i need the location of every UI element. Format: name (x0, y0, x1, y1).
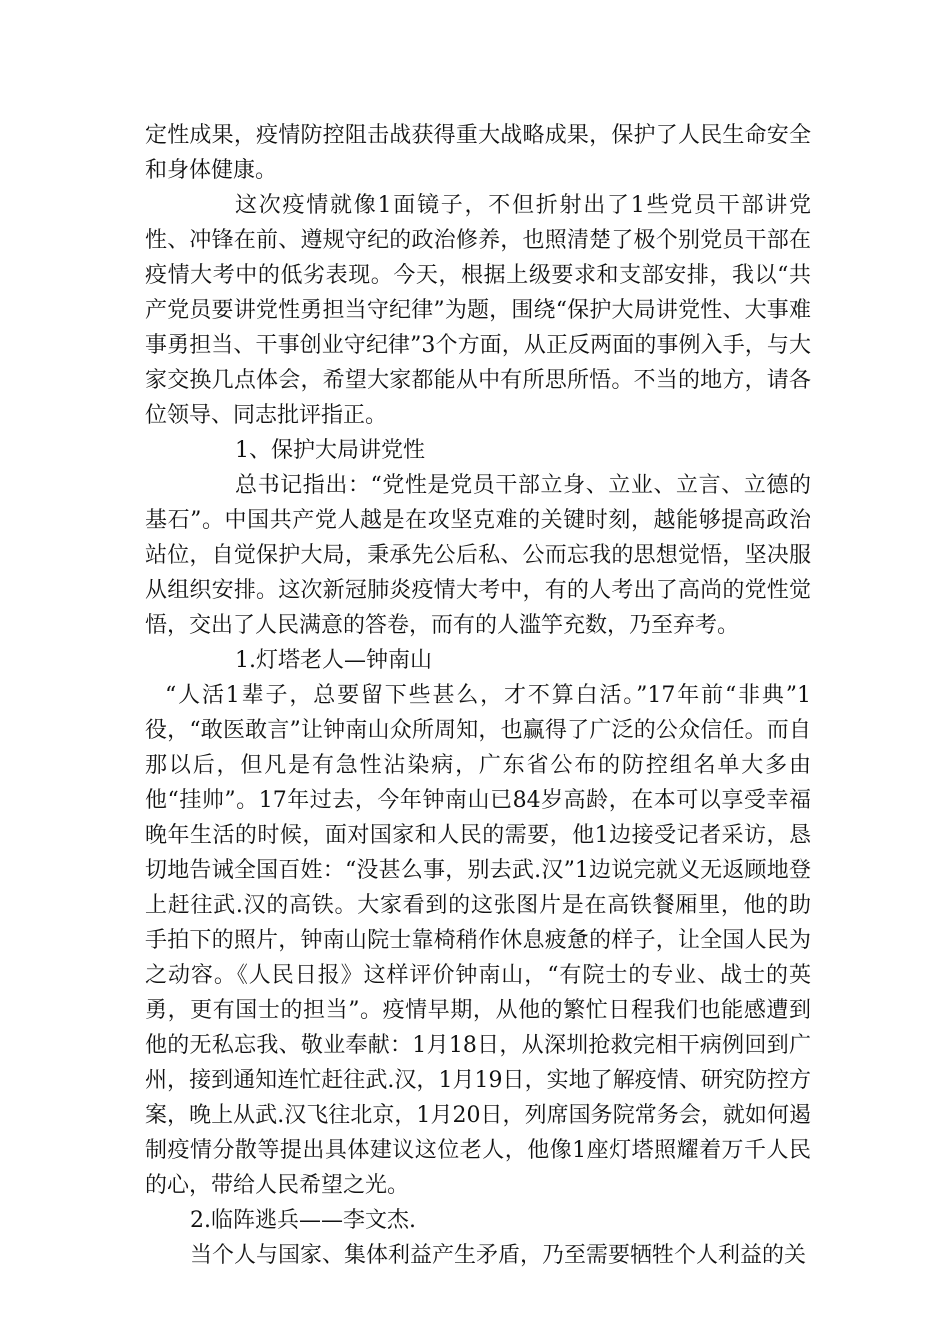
paragraph-final: 当个人与国家、集体利益产生矛盾，乃至需要牺牲个人利益的关 (190, 1243, 807, 1268)
paragraph-section-1: 总书记指出：“党性是党员干部立身、立业、立言、立德的基石”。中国共产党人越是在攻坚克难的关键时刻，越能够提高政治站位，自觉保护大局，秉承先公后私、公而忘我的思想觉悟，坚决服从组织安排。这次新冠肺炎疫情大考中，有的人考出了高尚的党性觉悟，交出了人民满意的答卷，而有的人滥竽充数，乃至弃考。 (145, 473, 811, 638)
subheading-1: 1.灯塔老人—钟南山 (235, 648, 432, 673)
paragraph-continuation: 定性成果，疫情防控阻击战获得重大战略成果，保护了人民生命安全和身体健康。 (145, 123, 811, 183)
paragraph-intro: 这次疫情就像1面镜子，不但折射出了1些党员干部讲党性、冲锋在前、遵规守纪的政治修养，也照清楚了极个别党员干部在疫情大考中的低劣表现。今天，根据上级要求和支部安排，我以“共产党员要讲党性勇担当守纪律”为题，围绕“保护大局讲党性、大事难事勇担当、干事创业守纪律”3个方面，从正反两面的事例入手，与大家交换几点体会，希望大家都能从中有所思所悟。不当的地方，请各位领导、同志批评指正。 (145, 193, 811, 428)
subheading-2: 2.临阵逃兵——李文杰. (190, 1208, 416, 1233)
section-heading: 1、保护大局讲党性 (235, 438, 425, 463)
document-body (145, 118, 811, 1273)
paragraph-zhong-nanshan: “人活1辈子，总要留下些甚么，才不算白活。”17年前“非典”1役，“敢医敢言”让钟南山众所周知，也赢得了广泛的公众信任。而自那以后，但凡是有急性沾染病，广东省公布的防控组名单大多由他“挂帅”。17年过去，今年钟南山已84岁高龄，在本可以享受幸福晚年生活的时候，面对国家和人民的需要，他1边接受记者采访，恳切地告诫全国百姓：“没甚么事，别去武.汉”1边说完就义无返顾地登上赶往武.汉的高铁。大家看到的这张图片是在高铁餐厢里，他的助手拍下的照片，钟南山院士靠椅稍作休息疲惫的样子，让全国人民为之动容。《人民日报》这样评价钟南山，“有院士的专业、战士的英勇，更有国士的担当”。疫情早期，从他的繁忙日程我们也能感遭到他的无私忘我、敬业奉献：1月18日，从深圳抢救完相干病例回到广州，接到通知连忙赶往武.汉，1月19日，实地了解疫情、研究防控方案，晚上从武.汉飞往北京，1月20日，列席国务院常务会，就如何遏制疫情分散等提出具体建议这位老人，他像1座灯塔照耀着万千人民的心，带给人民希望之光。 (145, 683, 811, 1198)
